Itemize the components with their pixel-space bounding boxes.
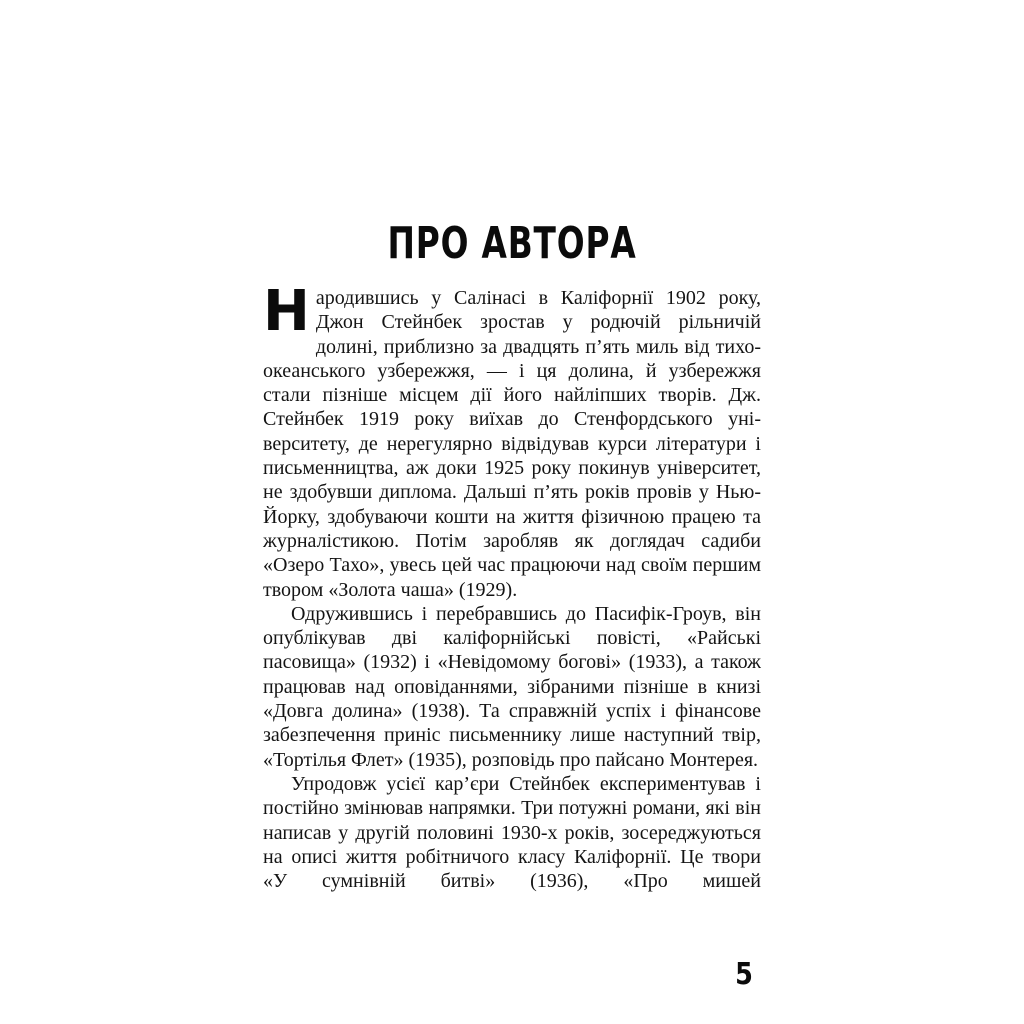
paragraph-2: Одружившись і перебравшись до Пасифік-Гроув, він опублікував дві каліфорнійські повісті, «Райські пасовища» (1932) і «Невідомому богові» (1933), а також працював над оповіданнями, зібраними пізніше в книзі «Довга долина» (1938). Та справжній успіх і фінансове забезпечення приніс письменнику лише наступний твір, «Тортілья Флет» (1935), розповідь про пайсано Монтерея. xyxy=(263,602,761,771)
drop-cap: Н xyxy=(263,279,310,344)
page-number: 5 xyxy=(735,957,753,992)
body-text xyxy=(263,279,761,893)
page-title: ПРО АВТОРА xyxy=(387,219,637,269)
paragraph-1 xyxy=(263,279,761,602)
paragraph-1-text: ародившись у Салінасі в Каліфорнії 1902 року, Джон Стейнбек зростав у родючій рільничій долині, приблизно за двадцять п’ять миль від тихоокеанського узбережжя, — і ця долина, й узбережжя стали пізніше місцем дії його найліпших творів. Дж. Стейнбек 1919 року виїхав до Стенфордського університету, де нерегулярно відвідував курси літератури і письменництва, аж доки 1925 року покинув університет, не здобувши диплома. Дальші п’ять років провів у Нью-Йорку, здобуваючи кошти на життя фізичною працею та журналістикою. Потім заробляв як доглядач садиби «Озеро Тахо», увесь цей час працюючи над своїм першим твором «Золота чаша» (1929). xyxy=(263,287,761,601)
paragraph-3: Упродовж усієї кар’єри Стейнбек експериментував і постійно змінював напрямки. Три потужні романи, які він написав у другій половині 1930-х років, зосереджуються на описі життя робітничого класу Каліфорнії. Це твори «У сумнівній битві» (1936), «Про мишей xyxy=(263,772,761,893)
